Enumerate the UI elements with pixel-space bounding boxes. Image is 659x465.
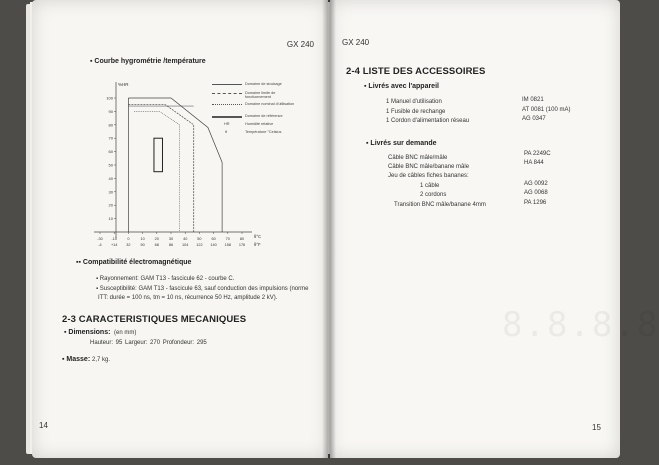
x-tick-label-fahrenheit: 140 xyxy=(210,243,217,247)
page-header: GX 240 xyxy=(342,38,370,47)
delivered-item-ref: AT 0081 (100 mA) xyxy=(522,107,571,113)
x-tick-label-celsius: 80 xyxy=(239,237,245,241)
x-tick-label-fahrenheit: 68 xyxy=(154,243,159,247)
dimensions-values: Hauteur: 95 Largeur: 270 Profondeur: 295 xyxy=(90,340,207,346)
y-tick-label: 40 xyxy=(108,175,113,181)
ondemand-item-ref: AG 0068 xyxy=(524,190,548,196)
x-tick-label-celsius: 60 xyxy=(211,237,216,241)
legend-line-nominal xyxy=(212,104,242,105)
x-tick-label-celsius: 40 xyxy=(183,237,188,241)
mass-title: ▪ Masse: xyxy=(62,356,91,363)
emc-item: ITT: durée = 100 ns, tm = 10 ns, récurrence 50 Hz, amplitude 2 kV). xyxy=(98,295,278,301)
legend-item: Humidité relative xyxy=(245,122,274,126)
delivered-title: ▪ Livrés avec l'appareil xyxy=(364,83,439,90)
ondemand-item-name: 2 cordons xyxy=(420,192,447,198)
legend-line-storage xyxy=(212,84,242,85)
reference-domain-rect xyxy=(154,138,163,172)
storage-domain-curve xyxy=(128,98,222,232)
y-tick-label: 60 xyxy=(108,149,113,155)
x-unit-fahrenheit: θ°F xyxy=(254,242,261,247)
y-tick-label: 100 xyxy=(106,95,113,101)
x-tick-label-fahrenheit: +14 xyxy=(110,243,118,247)
x-tick-label-celsius: 70 xyxy=(225,237,230,241)
delivered-item-ref: IM 0821 xyxy=(522,97,544,103)
delivered-item-name: 1 Fusible de rechange xyxy=(386,109,446,115)
ondemand-item-name: 1 câble xyxy=(420,183,440,189)
y-tick-label: 70 xyxy=(108,135,113,141)
emc-item: ▪ Susceptibilité: GAM T13 - fascicule 63, sauf conduction des impulsions (norme xyxy=(96,286,309,292)
dimensions-unit: (en mm) xyxy=(114,330,137,336)
x-tick-label-fahrenheit: 122 xyxy=(196,243,203,247)
hygrometry-temperature-chart xyxy=(92,72,262,262)
ondemand-item-ref: PA 2249C xyxy=(524,151,551,157)
section-title: 2-4 LISTE DES ACCESSOIRES xyxy=(346,66,486,77)
section-title: 2-3 CARACTERISTIQUES MECANIQUES xyxy=(62,314,247,325)
chart-grid xyxy=(94,82,252,238)
page-number: 15 xyxy=(592,423,601,432)
dimensions-title: ▪ Dimensions: xyxy=(64,329,111,336)
x-tick-label-celsius: 50 xyxy=(197,237,202,241)
emc-title: ▪▪ Compatibilité électromagnétique xyxy=(76,259,192,266)
y-tick-label: 10 xyxy=(108,216,113,222)
ondemand-item-name: Transition BNC mâle/banane 4mm xyxy=(394,202,486,208)
page-header: GX 240 xyxy=(286,40,314,49)
y-tick-labels xyxy=(106,82,129,221)
y-tick-label: 90 xyxy=(108,108,113,114)
y-tick-label: 20 xyxy=(108,202,113,208)
legend-item: Domaine de stockage xyxy=(245,82,282,86)
ondemand-item-name: Jeu de câbles fiches bananes: xyxy=(388,173,469,179)
x-tick-label-fahrenheit: 50 xyxy=(140,243,145,247)
legend-item: Domaine de référence xyxy=(245,114,283,118)
book-gutter xyxy=(322,0,336,458)
x-tick-label-celsius: 10 xyxy=(140,237,145,241)
x-tick-label-fahrenheit: 104 xyxy=(182,243,189,247)
x-tick-label-celsius: 0 xyxy=(127,237,130,241)
curve-section-title: ▪ Courbe hygrométrie /température xyxy=(90,58,206,65)
x-tick-label-celsius: -10 xyxy=(111,237,117,241)
x-tick-label-fahrenheit: 32 xyxy=(126,243,131,247)
x-tick-labels xyxy=(97,234,261,247)
delivered-item-name: 1 Manuel d'utilisation xyxy=(386,99,442,105)
x-unit-celsius: θ°C xyxy=(254,234,262,239)
x-tick-label-fahrenheit: 158 xyxy=(224,243,231,247)
x-tick-label-fahrenheit: 86 xyxy=(168,243,174,247)
y-tick-label: 30 xyxy=(108,189,113,195)
legend-line-limit xyxy=(212,93,242,94)
ondemand-item-ref: HA 844 xyxy=(524,160,544,166)
x-tick-label-celsius: -30 xyxy=(97,237,103,241)
ondemand-item-ref: PA 1296 xyxy=(524,200,547,206)
delivered-item-name: 1 Cordon d'alimentation réseau xyxy=(386,118,470,124)
x-tick-label-celsius: 30 xyxy=(168,237,174,241)
legend-symbol: HR xyxy=(224,122,230,126)
ondemand-item-name: Câble BNC mâle/mâle xyxy=(388,155,448,161)
legend-item: Température °Celsius xyxy=(245,130,282,134)
show-through-watermark: 8.8.8.8 xyxy=(502,305,659,345)
left-page xyxy=(32,0,328,458)
emc-item: ▪ Rayonnement: GAM T13 - fascicule 62 - courbe C. xyxy=(96,276,235,282)
chart-regions xyxy=(128,98,222,232)
y-tick-label: 50 xyxy=(108,162,113,168)
ondemand-item-name: Câble BNC mâle/banane mâle xyxy=(388,164,470,170)
legend-item: Domaine limite de fonctionnement xyxy=(245,91,276,99)
x-tick-label-fahrenheit: -4 xyxy=(98,243,102,247)
ondemand-title: ▪ Livrés sur demande xyxy=(366,140,437,147)
ondemand-item-ref: AG 0092 xyxy=(524,181,548,187)
y-tick-label: 80 xyxy=(108,122,113,128)
legend-symbol: θ xyxy=(225,130,228,134)
legend-line-reference xyxy=(212,116,242,118)
page-number: 14 xyxy=(39,421,48,430)
x-tick-label-celsius: 20 xyxy=(154,237,159,241)
y-unit-label: %HR xyxy=(118,82,129,87)
legend-item: Domaine nominal d'utilisation xyxy=(245,102,295,106)
right-page xyxy=(330,0,659,458)
x-tick-label-fahrenheit: 176 xyxy=(238,243,246,247)
delivered-item-ref: AG 0347 xyxy=(522,116,546,122)
limit-domain-curve xyxy=(128,105,193,232)
mass-value: 2,7 kg. xyxy=(92,357,111,363)
